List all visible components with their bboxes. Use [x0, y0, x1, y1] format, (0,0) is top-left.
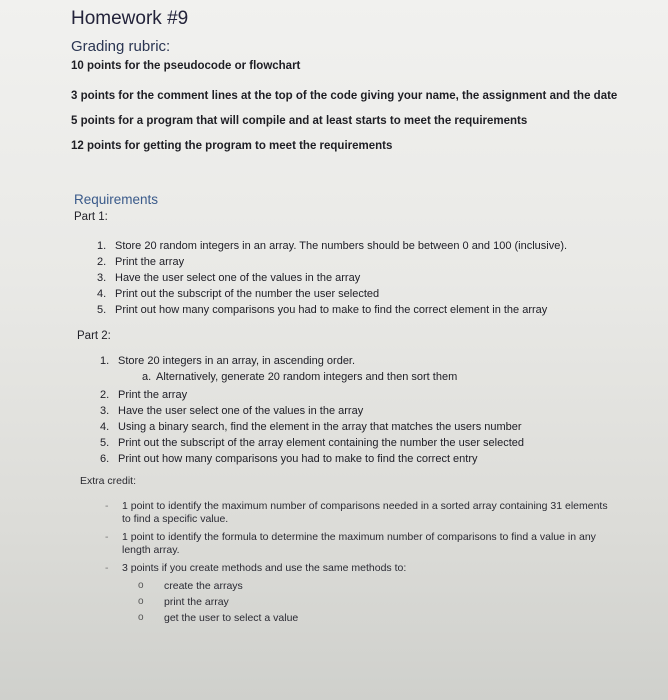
extra-credit-sublist — [122, 578, 612, 626]
list-subitem: a. Alternatively, generate 20 random integers and then sort them — [142, 371, 458, 383]
list-item: 5. Print out how many comparisons you had to make to find the correct element in the array — [97, 304, 548, 316]
part2-list — [100, 387, 524, 467]
part1-heading: Part 1: — [74, 211, 108, 223]
list-item: 4. Print out the subscript of the number the user selected — [97, 288, 380, 300]
rubric-line: 5 points for a program that will compile and at least starts to meet the requirements — [71, 115, 528, 127]
list-subitem: o create the arrays — [138, 580, 243, 592]
list-item: - 1 point to identify the formula to determine the maximum number of comparisons to find a value in any length array. — [105, 531, 596, 556]
circle-bullet-icon: o — [138, 612, 144, 623]
page-title: Homework #9 — [71, 8, 189, 29]
list-item: 3. Have the user select one of the values in the array — [100, 405, 364, 417]
list-item: 2. Print the array — [100, 389, 188, 401]
circle-bullet-icon: o — [138, 580, 144, 591]
part2-heading: Part 2: — [77, 330, 111, 342]
list-item: 6. Print out how many comparisons you had to make to find the correct entry — [100, 453, 478, 465]
rubric-line: 12 points for getting the program to meet the requirements — [71, 140, 393, 152]
rubric-heading: Grading rubric: — [71, 38, 171, 55]
extra-credit-heading: Extra credit: — [80, 475, 137, 487]
requirements-heading: Requirements — [74, 192, 159, 207]
list-item: 2. Print the array — [97, 256, 185, 268]
list-item: 5. Print out the subscript of the array element containing the number the user selected — [100, 437, 525, 449]
list-item: 3. Have the user select one of the values in the array — [97, 272, 361, 284]
list-item: 4. Using a binary search, find the element in the array that matches the users number — [100, 421, 522, 433]
list-item: 1. Store 20 random integers in an array. The numbers should be between 0 and 100 (inclusive). — [97, 240, 568, 252]
extra-credit-list — [105, 500, 612, 626]
list-subitem: o print the array — [138, 596, 229, 608]
rubric-line: 10 points for the pseudocode or flowchart — [71, 60, 301, 72]
part2-list-start — [100, 353, 355, 369]
list-item: - 1 point to identify the maximum number of comparisons needed in a sorted array containing 31 elements to find a specific value. — [105, 500, 608, 525]
dash-bullet-icon: - — [105, 500, 109, 512]
list-item: - 3 points if you create methods and use the same methods to: o create the arrays o print the array o get the user to select a value — [112, 562, 612, 626]
dash-bullet-icon: - — [105, 562, 109, 574]
part1-list — [97, 238, 567, 318]
circle-bullet-icon: o — [138, 596, 144, 607]
dash-bullet-icon: - — [105, 531, 109, 543]
list-item: 1. Store 20 integers in an array, in ascending order. — [100, 355, 356, 367]
rubric-line: 3 points for the comment lines at the top of the code giving your name, the assignment and the date — [71, 90, 618, 102]
list-subitem: o get the user to select a value — [138, 612, 299, 624]
